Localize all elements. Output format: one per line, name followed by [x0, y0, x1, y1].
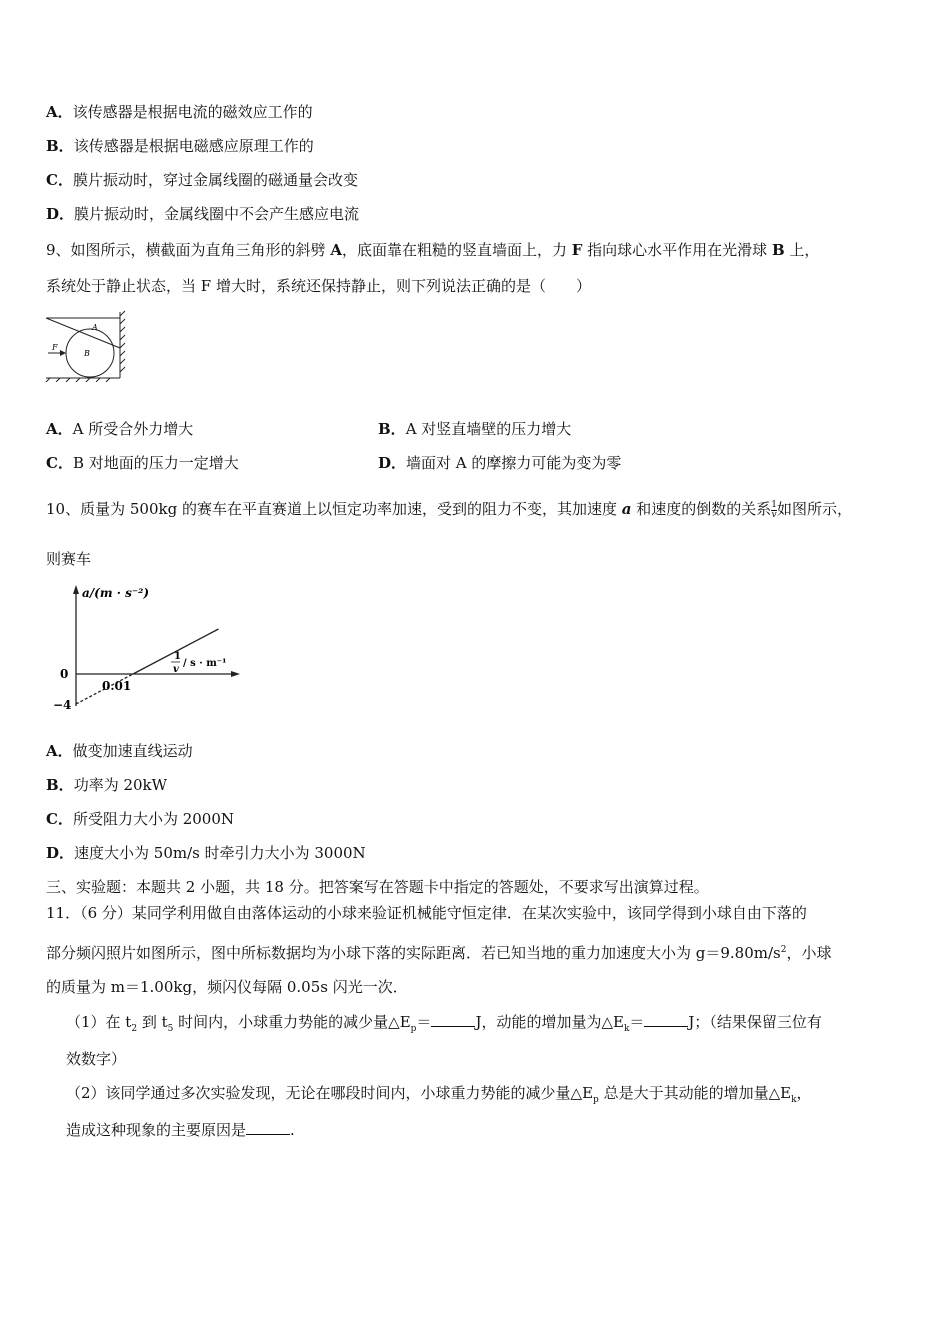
q11-part2: （2）该同学通过多次实验发现，无论在哪段时间内，小球重力势能的减少量$\triangle E_p$ 总是大于其动能的增加量$\triangle E_k$， — [66, 1084, 812, 1105]
q10-option-c: C．所受阻力大小为 2000N — [46, 810, 235, 828]
q10-stem-line1: 10、质量为 500kg 的赛车在平直赛道上以恒定功率加速，受到的阻力不变，其加速度 a 和速度的倒数的关系 $\frac{1}{v}$ 如图所示， — [46, 499, 852, 520]
q8-option-d: D．膜片振动时，金属线圈中不会产生感应电流 — [46, 205, 360, 223]
y-axis-arrow-icon — [73, 585, 79, 594]
q11-part1-line2: 效数字） — [66, 1050, 127, 1068]
force-arrowhead-icon — [60, 350, 66, 356]
q9-figure — [42, 310, 126, 382]
q8-option-c: C．膜片振动时，穿过金属线圈的磁通量会改变 — [46, 171, 358, 189]
x-axis-label-unit: / s · m⁻¹ — [183, 658, 227, 669]
x-axis-label-num: 1 — [174, 651, 181, 662]
y-axis-label: a/(m · s⁻²) — [82, 586, 150, 600]
x-intercept-label: 0.01 — [102, 679, 132, 693]
q8-option-a: A．该传感器是根据电流的磁效应工作的 — [46, 103, 313, 121]
label-b: B — [84, 349, 90, 358]
label-f: F — [52, 343, 58, 352]
q10-stem-line2: 则赛车 — [46, 550, 92, 568]
q9-option-c: C．B 对地面的压力一定增大 — [46, 454, 239, 472]
q10-option-a: A．做变加速直线运动 — [46, 742, 193, 760]
inverse-v-fraction: $\frac{1}{v}$ — [771, 499, 777, 520]
origin-label: 0 — [60, 667, 69, 681]
q9-stem-line2: 系统处于静止状态，当 F 增大时，系统还保持静止，则下列说法正确的是（ ） — [46, 277, 591, 295]
x-axis-label-den: v — [173, 664, 179, 675]
q11-stem-line3: 的质量为 m＝1.00kg，频闪仪每隔 0.05s 闪光一次． — [46, 978, 408, 996]
answer-blank-ek[interactable] — [644, 1012, 688, 1027]
x-axis-arrow-icon — [231, 671, 240, 677]
q10-option-d: D．速度大小为 50m/s 时牵引力大小为 3000N — [46, 844, 366, 862]
q11-part2-line2: 造成这种现象的主要原因是 . — [66, 1121, 295, 1139]
q8-option-b: B．该传感器是根据电磁感应原理工作的 — [46, 137, 314, 155]
q10-option-b: B．功率为 20kW — [46, 776, 168, 794]
q11-stem-line1: 11．（6 分）某同学利用做自由落体运动的小球来验证机械能守恒定律．在某次实验中，该同学得到小球自由下落的 — [46, 904, 807, 922]
q11-part1: （1）在 $t_2$ 到 $t_5$ 时间内，小球重力势能的减少量$\triangle E_p= J$，动能的增加量为$\triangle E_k= J$；（结果保留三位有 — [66, 1013, 822, 1034]
y-intercept-label: −4 — [53, 698, 72, 712]
answer-blank-ep[interactable] — [431, 1012, 475, 1027]
answer-blank-reason[interactable] — [246, 1120, 290, 1135]
q9-option-a: A．A 所受合外力增大 — [46, 420, 194, 438]
q9-stem-line1: 9、如图所示，横截面为直角三角形的斜劈 A，底面靠在粗糙的竖直墙面上，力 F 指向球心水平作用在光滑球 B 上， — [46, 241, 820, 259]
q11-stem-line2: 部分频闪照片如图所示，图中所标数据均为小球下落的实际距离．若已知当地的重力加速度大小为 $g=9.80m/s^2$，小球 — [46, 944, 832, 962]
q9-option-b: B．A 对竖直墙壁的压力增大 — [378, 420, 572, 438]
q10-graph — [44, 580, 244, 720]
q9-option-d: D．墙面对 A 的摩擦力可能为变为零 — [378, 454, 622, 472]
section-heading: 三、实验题：本题共 2 小题，共 18 分。把答案写在答题卡中指定的答题处，不要求写出演算过程。 — [46, 878, 709, 896]
label-a: A — [92, 323, 98, 332]
